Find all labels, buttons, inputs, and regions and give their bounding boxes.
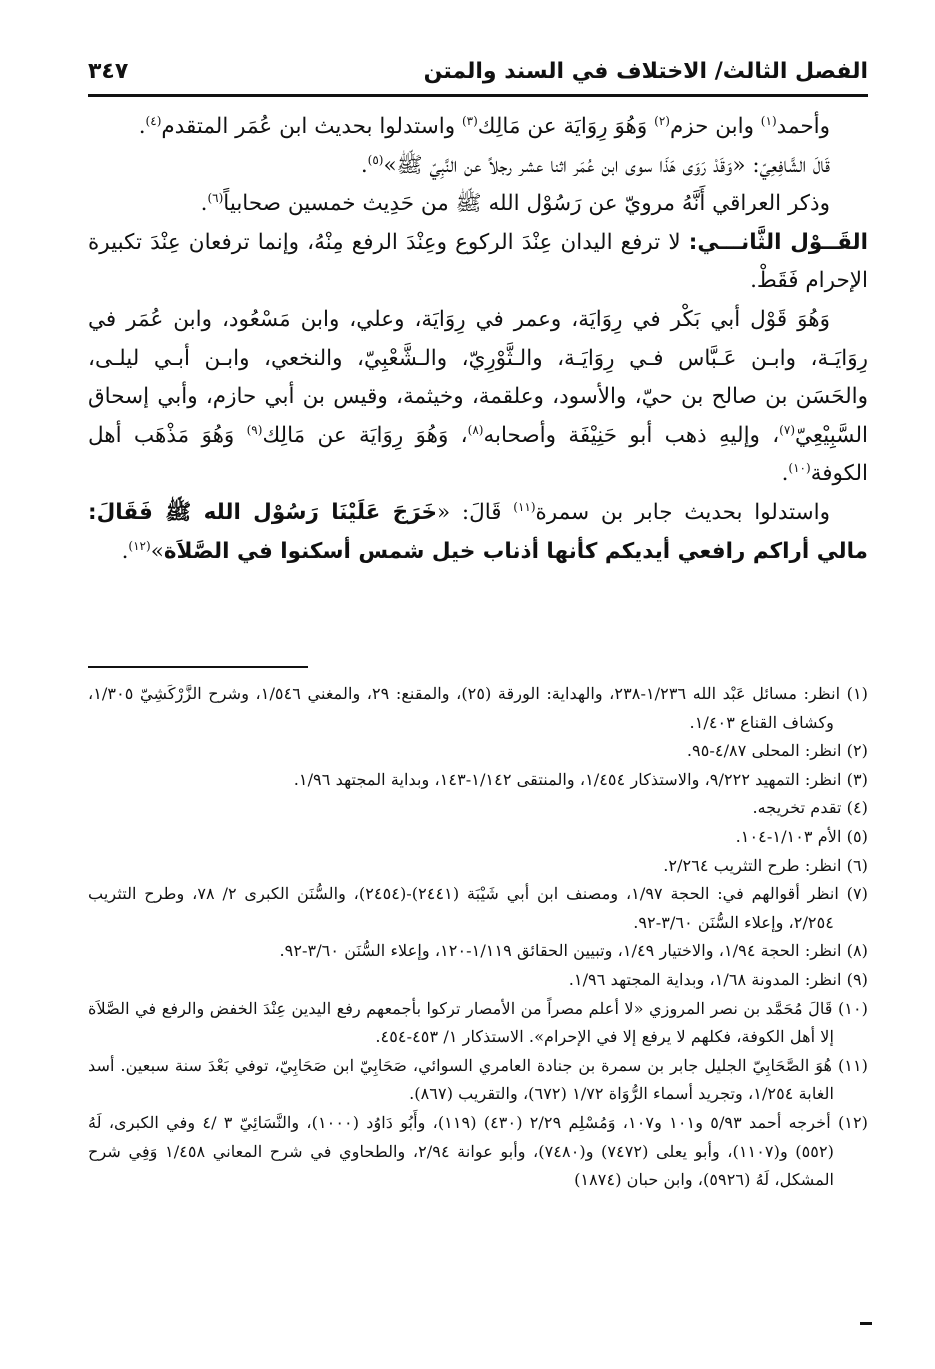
- text-run: .: [138, 114, 146, 139]
- paragraph-p1: [88, 108, 868, 147]
- bold-text: القَــوْل الثَّانـــي:: [688, 229, 868, 255]
- text-run: واستدلوا بحديث جابر بن سمرة: [535, 499, 831, 525]
- text-run: وَهُوَ مَذْهَب أهل الكوفة: [88, 422, 868, 487]
- footnote-8: (٨) انظر: الحجة ١/٩٤، والاختيار ١/٤٩، وتبيين الحقائق ١/١١٩-١٢٠، وإعلاء السُّنَن ٣/٦٠-٩٢.: [279, 941, 868, 961]
- footnote-4: (٤) تقدم تخريجه.: [752, 798, 868, 818]
- page-number: ٣٤٧: [88, 58, 129, 84]
- footnotes: [88, 680, 868, 1195]
- text-run: وذكر العراقي أَنَّهُ مرويّ عن رَسُوْل الله ﷺ من حَدِيث خمسين صحابياً: [223, 191, 830, 217]
- footnote-ref: (٥): [367, 152, 384, 167]
- text-run: وابن حزم: [669, 114, 761, 139]
- running-title: الفصل الثالث/ الاختلاف في السند والمتن: [423, 58, 868, 84]
- text-run: قَالَ الشَّافِعِيّ: «وَقَدْ رَوَى هَذَا سوى ابن عُمَر اثنا عشر رجلاً عن النَّبِيّ ﷺ»: [383, 152, 830, 178]
- text-run: .: [781, 461, 789, 487]
- paragraph-p4: [88, 224, 868, 301]
- footnote-separator: [88, 666, 308, 668]
- footnote-ref: (٩): [246, 422, 263, 437]
- text-run: قَالَ: «: [437, 499, 514, 525]
- text-run: .: [360, 152, 368, 178]
- footnote-ref: (٤): [145, 113, 162, 128]
- footnote-12: (١٢) أخرجه أحمد ٥/٩٣ و١٠١ و١٠٧، وَمُسْلِم ٢/٢٩ (٤٣٠) (١١٩)، وأَبُو دَاوُد (١٠٠٠)، والنَّسَائِيّ ٣ /٤ وفي الكبرى، لَهُ (٥٥٢) و(١١٠٧)، وأبو يعلى (٧٤٧٢) و(٧٤٨٠)، وأبو عوانة ٢/٩٤، والطحاوي في شرح المعاني ١/٤٥٨ وَفِي شرح المشكل، لَهُ (٥٩٢٦)، وابن حبان (١٨٧٤): [88, 1112, 868, 1190]
- footnote-3: (٣) انظر: التمهيد ٩/٢٢٢، والاستذكار ١/٤٥٤، والمنتقى ١/١٤٢-١٤٣، وبداية المجتهد ١/٩٦.: [293, 769, 868, 789]
- footnote-ref: (٨): [467, 422, 484, 437]
- footnote-11: (١١) هُوَ الصَّحَابِيّ الجليل جابر بن سمرة بن جنادة العامري السوائي، صَحَابِيّ ابن صَحَابِيّ، توفي بَعْدَ سنة سبعين. أسد الغابة ١/٢٥٤، وتجريد أسماء الرُّوَاة ١/٧٢ (٦٧٢)، والتقريب (٨٦٧).: [88, 1055, 868, 1104]
- footnote-6: (٦) انظر: طرح التثريب ٢/٢٦٤.: [663, 855, 868, 875]
- footnote-ref: (٣): [461, 113, 478, 128]
- paragraph-p2: [88, 147, 868, 186]
- text-run: ، وَهُوَ رِوَايَة عن مَالِك: [262, 422, 468, 448]
- footnote-ref: (١٢): [128, 538, 151, 553]
- footnote-ref: (٢): [654, 113, 670, 128]
- paragraph-p3: [88, 185, 868, 224]
- text-run: وأحمد: [776, 114, 830, 139]
- footnote-10: (١٠) قَالَ مُحَمَّد بن نصر المروزي «لا أعلم مصراً من الأمصار تركوا بأجمعهم رفع اليدين عِنْدَ الخفض والرفع في الصَّلاَة إلا أهل الكوفة، فكلهم لا يرفع إلا في الإحرام». الاستذكار ١/ ٤٥٣-٤٥٤.: [88, 998, 868, 1047]
- footnote-2: (٢) انظر: المحلى ٤/٨٧-٩٥.: [686, 741, 868, 761]
- main-text: [88, 108, 868, 571]
- paragraph-p6: [88, 494, 868, 571]
- text-run: »: [150, 538, 164, 564]
- footnote-9: (٩) انظر: المدونة ١/٦٨، وبداية المجتهد ١/٩٦.: [568, 969, 868, 989]
- text-run: وَهُوَ قَوْل أبي بَكْر في رِوَايَة، وعمر في رِوَايَة، وعلي، وابن مَسْعُود، وابن عُمَر في رِوَايَـة، وابـن عَـبَّاس فـي رِوَايَـة، والـثَّوْرِيّ، والـشَّعْبِيّ، والنخعي، وابـن أبـي ليلـى، والحَسَن بن صالح بن حيّ، والأسود، وعلقمة، وخيثمة، وقيس بن أبي حازم، وأبي إسحاق السَّبِيْعِيّ: [88, 306, 868, 448]
- text-run: .: [121, 538, 129, 564]
- text-run: لا ترفع اليدان عِنْدَ الركوع وعِنْدَ الرفع مِنْهُ، وإنما ترفعان عِنْدَ تكبيرة الإحرام فَقَطْ.: [88, 229, 868, 294]
- page-header: [88, 48, 868, 97]
- footnote-ref: (١٠): [788, 461, 811, 476]
- footnote-ref: (١): [760, 113, 777, 128]
- footnote-ref: (٧): [779, 422, 795, 437]
- text-run: ، وإليهِ ذهب أبو حَنِيْفَة وأصحابه: [483, 422, 780, 448]
- footnote-5: (٥) الأم ١/١٠٣-١٠٤.: [735, 826, 868, 846]
- text-run: واستدلوا بحديث ابن عُمَر المتقدم: [161, 114, 462, 139]
- footnote-1: (١) انظر: مسائل عَبْد الله ١/٢٣٦-٢٣٨، والهداية: الورقة (٢٥)، والمقنع: ٢٩، والمغني ١/٥٤٦، وشرح الزَّرْكَشِيّ ١/٣٠٥، وكشاف القناع ١/٤٠٣.: [88, 684, 868, 732]
- paragraph-p5: [88, 301, 868, 494]
- text-run: .: [200, 191, 208, 217]
- bold-text: خَرَجَ عَلَيْنَا رَسُوْل الله ﷺ فَقَالَ: مالي أراكم رافعي أيديكم كأنها أذناب خيل شمس أسكنوا في الصَّلاَة: [88, 499, 868, 564]
- footnote-ref: (١١): [513, 499, 536, 514]
- corner-mark: [860, 1322, 872, 1325]
- footnote-ref: (٦): [207, 191, 224, 206]
- text-run: وَهُوَ رِوَايَة عن مَالِك: [477, 114, 655, 139]
- footnote-7: (٧) انظر أقوالهم في: الحجة ١/٩٧، ومصنف ابن أبي شَيْبَة (٢٤٤١)-(٢٤٥٤)، والسُّنَن الكبرى ٢/ ٧٨، وطرح التثريب ٢/٢٥٤، وإعلاء السُّنَن ٣/٦٠-٩٢.: [88, 884, 868, 932]
